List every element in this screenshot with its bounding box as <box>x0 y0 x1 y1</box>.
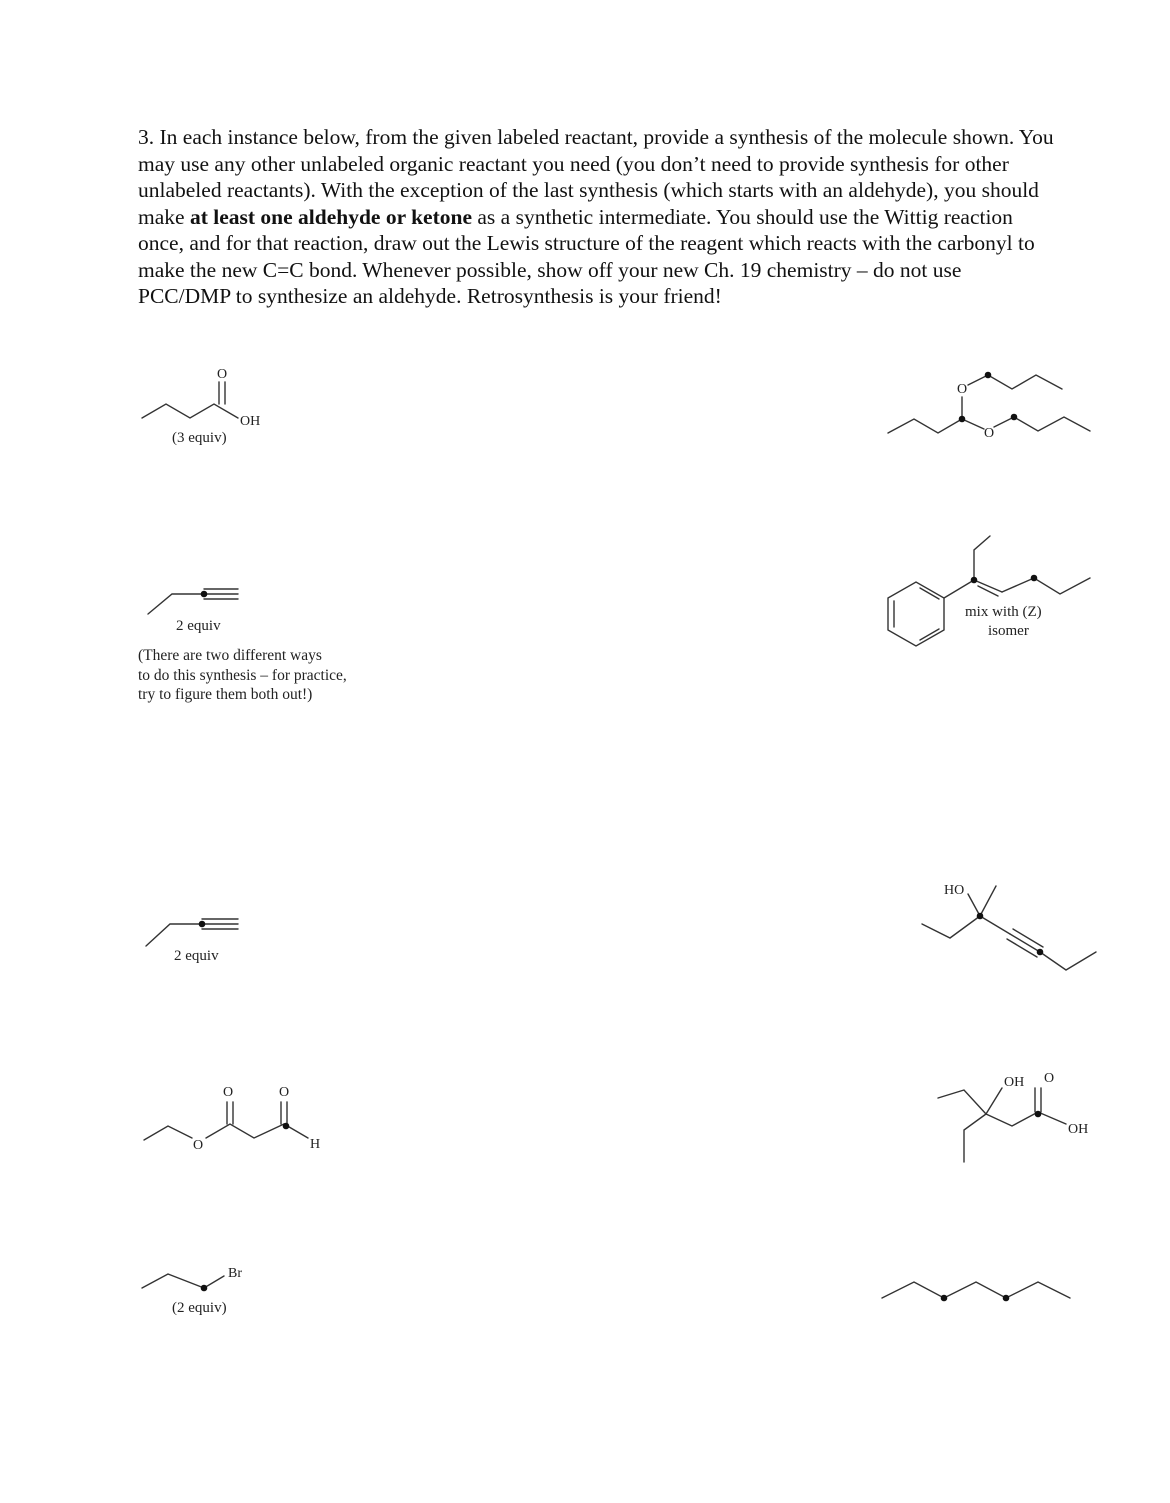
reactant-4-backbone <box>206 1124 284 1138</box>
product-2-structure <box>880 516 1110 656</box>
product-4-hydroxyl: OH <box>1004 1075 1025 1090</box>
product-4-acid-hydroxyl: OH <box>1068 1122 1089 1137</box>
product-1-structure <box>880 365 1110 455</box>
product-1-oxygen-2: O <box>984 426 995 441</box>
product-3-ethyl <box>922 916 980 938</box>
product-5-marker-1 <box>941 1295 948 1302</box>
product-3-structure <box>910 872 1110 982</box>
reactant-2-comment-line-1: (There are two different ways <box>138 647 322 664</box>
product-4-oh-bond <box>986 1088 1002 1114</box>
reactant-5-bromine: Br <box>228 1266 242 1281</box>
product-1-oxygen-1: O <box>957 382 968 397</box>
problem-statement <box>138 124 1058 310</box>
reactant-5-equiv: (2 equiv) <box>172 1300 227 1316</box>
reactant-4-structure <box>138 1076 348 1166</box>
reactant-2-equiv: 2 equiv <box>176 618 221 634</box>
product-1-bond-down <box>962 419 984 429</box>
reactant-1-hydroxyl: OH <box>240 414 261 429</box>
reactant-2-structure <box>138 578 278 638</box>
reactant-3-chain <box>146 924 202 946</box>
reactant-2-comment <box>138 646 347 705</box>
product-1-chain-left <box>888 419 962 433</box>
reactant-1-structure <box>138 360 298 460</box>
product-2-benzene-ring <box>888 582 944 646</box>
product-1-marker-lower <box>1011 414 1018 421</box>
problem-number: 3. <box>138 125 155 149</box>
reactant-4-ester-oxygen: O <box>193 1138 204 1153</box>
product-2-note-line-2: isomer <box>988 623 1029 639</box>
reactant-3-structure <box>138 908 278 972</box>
product-4-marker <box>1035 1111 1042 1118</box>
product-4-backbone <box>986 1112 1066 1126</box>
product-3-marker-1 <box>977 913 984 920</box>
product-3-methyl <box>980 886 996 916</box>
product-1-chain-upper <box>968 375 1062 389</box>
product-2-aryl-bond <box>944 580 974 598</box>
problem-text-2: as a synthetic intermediate. You should use the Wittig reaction once, and for that reaction, draw out the Lewis structure of the reagent which reacts with the carbonyl to make the new C=C bond. Whenever possible, show off your new Ch. 19 chemistry – do not use PCC/DMP to synthesize an aldehyde. Retrosynthesis is your friend! <box>138 204 1035 308</box>
reactant-4-oxygen-1: O <box>223 1085 234 1100</box>
reactant-5-structure <box>138 1256 278 1326</box>
product-2-marker-2 <box>1031 575 1038 582</box>
product-2-marker-1 <box>971 577 978 584</box>
product-1-marker-upper <box>985 372 992 379</box>
reactant-1-equiv: (3 equiv) <box>172 430 227 446</box>
reactant-2-chain <box>148 594 204 614</box>
product-4-oxygen: O <box>1044 1071 1055 1086</box>
problem-bold-phrase: at least one aldehyde or ketone <box>189 204 473 229</box>
product-1-chain-lower <box>994 417 1090 431</box>
reactant-1-chain <box>142 404 238 418</box>
reactant-4-marker <box>283 1123 290 1130</box>
reactant-5-chain <box>142 1274 224 1288</box>
product-5-structure <box>878 1272 1078 1312</box>
product-2-ethyl <box>974 536 990 580</box>
reactant-3-equiv: 2 equiv <box>174 948 219 964</box>
product-5-marker-2 <box>1003 1295 1010 1302</box>
product-4-ethyl-1 <box>938 1090 986 1114</box>
reactant-3-marker <box>199 921 206 928</box>
product-2-alkene-double <box>978 586 998 596</box>
reactant-4-ethyl <box>144 1126 192 1140</box>
reactant-1-oxygen: O <box>217 367 228 382</box>
product-3-oh-bond <box>968 894 980 916</box>
product-3-tail <box>1040 952 1096 970</box>
reactant-2-marker <box>201 591 208 598</box>
reactant-2-comment-line-2: to do this synthesis – for practice, <box>138 666 347 684</box>
product-3-hydroxyl: HO <box>944 883 965 898</box>
product-1-marker-center <box>959 416 966 423</box>
reactant-4-hydrogen: H <box>310 1137 321 1152</box>
problem-text-1: In each instance below, from the given labeled reactant, provide a synthesis of the molecule shown. You may use any other unlabeled organic reactant you need (you don’t need to provide synthesis for other unlabeled reactants). With the exception of the last synthesis (which starts with an aldehyde), you should make <box>138 125 1054 229</box>
product-4-structure <box>930 1066 1110 1166</box>
product-2-chain <box>1002 578 1090 594</box>
product-4-ethyl-2 <box>964 1114 986 1162</box>
reactant-4-oxygen-2: O <box>279 1085 290 1100</box>
product-2-note-line-1: mix with (Z) <box>965 604 1042 620</box>
product-5-chain <box>882 1282 1070 1298</box>
reactant-2-comment-line-3: try to figure them both out!) <box>138 686 313 703</box>
product-3-marker-2 <box>1037 949 1044 956</box>
product-3-to-alkyne <box>980 916 1010 934</box>
reactant-5-marker <box>201 1285 208 1292</box>
